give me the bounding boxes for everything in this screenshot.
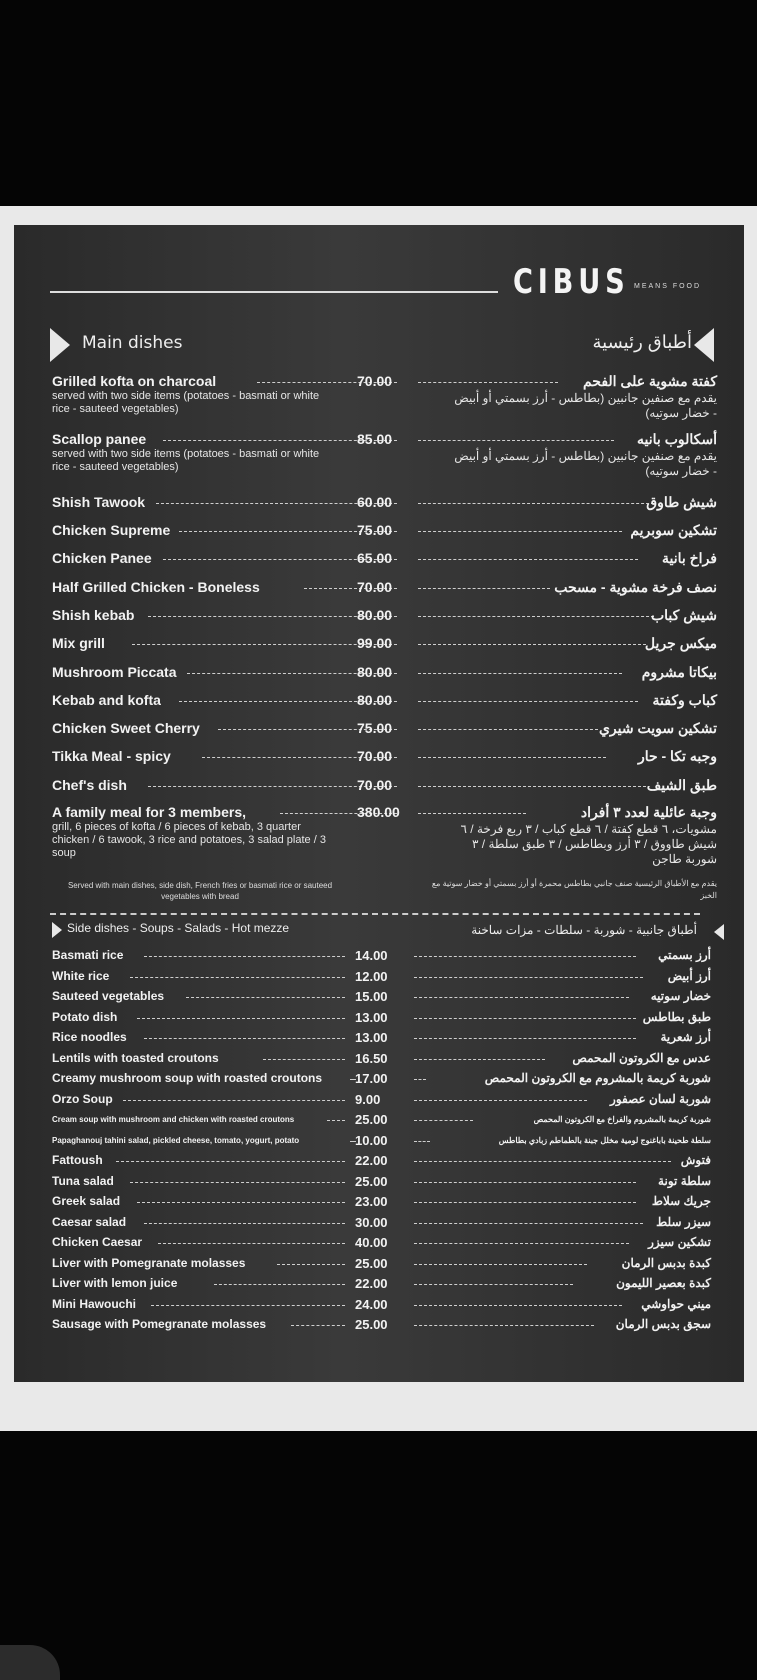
item-name-en: Chicken Supreme: [52, 522, 171, 538]
item-price: 70.00: [357, 748, 393, 764]
side-name-ar: شوربة كريمة بالمشروم مع الكروتون المحمص: [484, 1071, 711, 1085]
dash-leader: [414, 1018, 636, 1019]
side-price: 12.00: [355, 968, 388, 984]
side-item-row: [0, 1317, 757, 1337]
menu-item-row: [0, 804, 757, 866]
dash-leader: [418, 786, 646, 787]
side-item-row: [0, 1092, 757, 1112]
dash-leader: [418, 729, 598, 730]
dash-leader: [418, 701, 638, 702]
dash-leader: [291, 1325, 345, 1326]
dash-leader: [137, 1202, 345, 1203]
side-item-row: [0, 1010, 757, 1030]
side-name-en: Orzo Soup: [52, 1091, 113, 1106]
side-name-en: Tuna salad: [52, 1173, 114, 1188]
dash-leader: [414, 1100, 587, 1101]
item-name-en: Half Grilled Chicken - Boneless: [52, 579, 260, 595]
side-name-ar: أرز شعرية: [660, 1030, 711, 1044]
side-price: 13.00: [355, 1030, 388, 1045]
side-item-row: [0, 948, 757, 968]
dash-leader: [418, 531, 622, 532]
side-name-en: White rice: [52, 968, 110, 983]
item-name-ar: ميكس جريل: [644, 635, 717, 651]
item-name-ar: شيش طاوق: [646, 494, 717, 510]
side-item-row: [0, 1112, 757, 1132]
side-price: 25.00: [355, 1255, 388, 1271]
dash-leader: [414, 997, 629, 998]
item-name-en: Tikka Meal - spicy: [52, 748, 171, 764]
side-item-row: [0, 1276, 757, 1296]
item-name-en: Mix grill: [52, 635, 105, 651]
side-item-row: [0, 1071, 757, 1091]
side-name-en: Mini Hawouchi: [52, 1296, 136, 1311]
side-name-ar: تشكين سيزر: [648, 1235, 711, 1249]
side-arrow-right-icon: [52, 922, 62, 938]
side-name-ar: طبق بطاطس: [642, 1009, 711, 1024]
side-name-en: Papaghanouj tahini salad, pickled cheese, tomato, yogurt, potato: [52, 1135, 300, 1145]
menu-item-row: [0, 431, 757, 478]
section-arrow-left-icon: [694, 328, 714, 362]
side-item-row: [0, 1174, 757, 1194]
dash-leader: [144, 956, 345, 957]
item-name-ar: شيش كباب: [650, 607, 717, 623]
dash-leader: [418, 382, 558, 383]
dash-leader: [414, 1059, 545, 1060]
dash-leader: [263, 1059, 345, 1060]
dash-leader: [414, 1141, 430, 1142]
side-item-row: [0, 1297, 757, 1317]
side-name-en: Sauteed vegetables: [52, 989, 165, 1003]
dash-leader: [414, 1284, 573, 1285]
item-name-ar: كباب وكفتة: [652, 692, 717, 708]
side-price: 23.00: [355, 1194, 388, 1209]
item-price: 80.00: [357, 664, 393, 680]
side-name-ar: كبدة بدبس الرمان: [621, 1255, 711, 1270]
dash-leader: [418, 440, 614, 441]
item-name-ar: تشكين سوبريم: [630, 522, 717, 538]
dash-leader: [214, 1284, 345, 1285]
item-price: 80.00: [357, 692, 393, 708]
item-price: 380.00: [357, 804, 400, 820]
menu-item-row: [0, 373, 757, 420]
dash-leader: [144, 1038, 345, 1039]
dash-leader: [116, 1161, 345, 1162]
side-name-en: Cream soup with mushroom and chicken with roasted croutons: [52, 1115, 295, 1124]
item-price: 80.00: [357, 607, 393, 623]
side-price: 14.00: [355, 948, 388, 963]
side-item-row: [0, 989, 757, 1009]
dash-leader: [158, 1243, 345, 1244]
side-name-ar: سلطة تونة: [658, 1173, 711, 1188]
side-item-row: [0, 969, 757, 989]
side-price: 22.00: [355, 1276, 388, 1291]
item-name-en: Chicken Panee: [52, 550, 152, 566]
side-name-en: Creamy mushroom soup with roasted croutons: [52, 1071, 323, 1085]
dash-leader: [130, 1182, 345, 1183]
item-desc-en: grill, 6 pieces of kofta / 6 pieces of kebab, 3 quarter chicken / 6 tawook, 3 rice and potatoes, 3 salad plate / 3 soup: [52, 821, 326, 859]
side-name-ar: خضار سوتيه: [650, 989, 711, 1003]
side-name-en: Sausage with Pomegranate molasses: [52, 1317, 267, 1331]
side-price: 22.00: [355, 1153, 388, 1168]
dash-leader: [418, 673, 622, 674]
side-item-row: [0, 1215, 757, 1235]
side-arrow-left-icon: [714, 924, 724, 940]
header-rule: [50, 291, 498, 293]
item-price: 70.00: [357, 777, 393, 793]
dash-leader: [186, 997, 345, 998]
section-title-sides-en: Side dishes - Soups - Salads - Hot mezze: [67, 921, 290, 935]
item-name-ar: كفتة مشوية على الفحم: [582, 373, 717, 389]
dash-leader: [137, 1018, 345, 1019]
item-name-ar: تشكين سويت شيري: [598, 720, 717, 736]
item-name-en: A family meal for 3 members,: [52, 804, 247, 820]
item-price: 70.00: [357, 579, 393, 595]
menu-item-row: [0, 635, 757, 659]
item-price: 70.00: [357, 373, 393, 389]
menu-item-row: [0, 579, 757, 603]
side-price: 25.00: [355, 1317, 388, 1332]
dash-leader: [151, 1305, 345, 1306]
dash-leader: [414, 956, 636, 957]
dash-leader: [414, 1182, 636, 1183]
item-name-en: Shish Tawook: [52, 494, 146, 510]
item-name-ar: وجبة عائلية لعدد ٣ أفراد: [580, 804, 717, 820]
menu-item-row: [0, 748, 757, 772]
dash-leader: [277, 1264, 345, 1265]
side-price: 13.00: [355, 1009, 388, 1025]
dash-leader: [414, 1079, 426, 1080]
side-name-en: Liver with lemon juice: [52, 1276, 178, 1290]
dash-leader: [123, 1100, 345, 1101]
dash-leader: [414, 1161, 671, 1162]
side-name-ar: عدس مع الكروتون المحمص: [572, 1050, 711, 1065]
dash-leader: [327, 1120, 345, 1121]
side-name-ar: ميني حواوشي: [641, 1296, 711, 1311]
side-name-ar: أرز أبيض: [667, 968, 711, 983]
side-price: 30.00: [355, 1214, 388, 1230]
side-name-ar: جريك سلاط: [651, 1194, 711, 1208]
item-name-ar: بيكاتا مشروم: [641, 664, 717, 680]
dash-leader: [130, 977, 345, 978]
side-name-en: Rice noodles: [52, 1030, 127, 1044]
side-price: 24.00: [355, 1296, 388, 1312]
dash-leader: [414, 1038, 636, 1039]
side-name-ar: كبدة بعصير الليمون: [616, 1276, 711, 1290]
item-name-en: Shish kebab: [52, 607, 135, 623]
item-desc-ar: يقدم مع صنفين جانبين (بطاطس - أرز بسمتي أو أبيض - خضار سوتيه): [454, 391, 717, 420]
dash-leader: [418, 559, 638, 560]
item-price: 75.00: [357, 720, 393, 736]
menu-item-row: [0, 664, 757, 688]
side-price: 16.50: [355, 1050, 388, 1066]
side-item-row: [0, 1194, 757, 1214]
side-name-ar: شوربة لسان عصفور: [610, 1091, 711, 1106]
side-price: 10.00: [355, 1132, 388, 1148]
item-name-ar: نصف فرخة مشوية - مسحب: [554, 579, 717, 595]
side-item-row: [0, 1153, 757, 1173]
menu-item-row: [0, 522, 757, 546]
item-name-ar: وجبه تكا - حار: [637, 748, 717, 764]
main-note-en: Served with main dishes, side dish, French fries or basmati rice or sauteed vegetables with bread: [67, 881, 333, 901]
hand-shadow: [0, 1645, 60, 1680]
side-item-row: [0, 1051, 757, 1071]
item-price: 85.00: [357, 431, 393, 447]
side-item-row: [0, 1235, 757, 1255]
side-item-row: [0, 1030, 757, 1050]
section-title-main-ar: أطباق رئيسية: [592, 332, 692, 352]
side-name-en: Greek salad: [52, 1194, 121, 1208]
side-item-row: [0, 1256, 757, 1276]
dash-leader: [144, 1223, 345, 1224]
side-price: 25.00: [355, 1112, 388, 1127]
side-price: 9.00: [355, 1091, 381, 1107]
side-name-ar: أرز بسمتي: [658, 948, 711, 962]
item-desc-ar: يقدم مع صنفين جانبين (بطاطس - أرز بسمتي أو أبيض - خضار سوتيه): [454, 449, 717, 478]
brand-tagline: MEANS FOOD: [634, 283, 702, 290]
side-price: 15.00: [355, 989, 388, 1004]
item-price: 75.00: [357, 522, 393, 538]
side-name-en: Fattoush: [52, 1153, 103, 1167]
dash-leader: [418, 503, 654, 504]
side-name-en: Potato dish: [52, 1009, 118, 1024]
menu-item-row: [0, 720, 757, 744]
item-name-en: Scallop panee: [52, 431, 147, 447]
section-divider: [50, 913, 700, 915]
dash-leader: [414, 1223, 643, 1224]
item-name-ar: طبق الشيف: [646, 777, 717, 793]
side-price: 40.00: [355, 1235, 388, 1250]
item-price: 99.00: [357, 635, 393, 651]
side-name-ar: سجق بدبس الرمان: [615, 1317, 711, 1331]
menu-item-row: [0, 550, 757, 574]
side-name-ar: شوربة كريمة بالمشروم والفراخ مع الكروتون المحمص: [533, 1115, 711, 1124]
item-name-en: Kebab and kofta: [52, 692, 161, 708]
dash-leader: [414, 1305, 622, 1306]
item-name-en: Mushroom Piccata: [52, 664, 177, 680]
side-price: 17.00: [355, 1071, 388, 1086]
section-title-sides-ar: أطباق جانبية - شوربة - سلطات - مزات ساخنة: [471, 923, 697, 937]
side-price: 25.00: [355, 1173, 388, 1189]
item-name-en: Chicken Sweet Cherry: [52, 720, 200, 736]
menu-item-row: [0, 777, 757, 801]
side-name-en: Lentils with toasted croutons: [52, 1050, 219, 1065]
dash-leader: [414, 1325, 594, 1326]
side-name-ar: سيزر سلط: [656, 1214, 711, 1229]
menu-item-row: [0, 494, 757, 518]
item-price: 65.00: [357, 550, 393, 566]
side-name-en: Liver with Pomegranate molasses: [52, 1255, 246, 1270]
side-name-en: Chicken Caesar: [52, 1235, 143, 1249]
dash-leader: [414, 1202, 636, 1203]
main-note-ar: يقدم مع الأطباق الرئيسية صنف جانبي بطاطس محمرة أو أرز بسمتي أو خضار سوتية مع الخبز: [431, 879, 717, 900]
side-name-en: Caesar salad: [52, 1214, 127, 1229]
side-name-ar: فتوش: [680, 1153, 711, 1167]
dash-leader: [414, 977, 643, 978]
dash-leader: [418, 644, 646, 645]
item-name-ar: فراخ بانية: [661, 550, 717, 566]
dash-leader: [418, 813, 526, 814]
dash-leader: [418, 588, 550, 589]
section-arrow-right-icon: [50, 328, 70, 362]
dash-leader: [414, 1120, 473, 1121]
side-name-en: Basmati rice: [52, 948, 124, 962]
menu-item-row: [0, 607, 757, 631]
item-name-en: Chef's dish: [52, 777, 127, 793]
side-item-row: [0, 1133, 757, 1153]
item-desc-ar: مشويات، ٦ قطع كفتة / ٦ قطع كباب / ٣ ربع فرخة / ٦ شيش طاووق / ٣ أرز وبطاطس / ٣ طبق سلطة / ٣ شوربة طاجن: [460, 822, 717, 866]
dash-leader: [414, 1264, 587, 1265]
dash-leader: [418, 616, 654, 617]
dash-leader: [414, 1243, 629, 1244]
side-name-ar: سلطة طحينة باباغنوج لومية مخلل جبنة بالطماطم زبادي بطاطس: [498, 1135, 711, 1145]
item-name-ar: أسكالوب بانيه: [637, 431, 717, 447]
item-desc-en: served with two side items (potatoes - basmati or white rice - sauteed vegetables): [52, 390, 320, 415]
brand-logo: CIBUS: [513, 262, 630, 302]
item-name-en: Grilled kofta on charcoal: [52, 373, 217, 389]
section-title-main-en: Main dishes: [82, 333, 183, 353]
item-price: 60.00: [357, 494, 393, 510]
menu-item-row: [0, 692, 757, 716]
dash-leader: [418, 757, 606, 758]
item-desc-en: served with two side items (potatoes - basmati or white rice - sauteed vegetables): [52, 448, 320, 473]
